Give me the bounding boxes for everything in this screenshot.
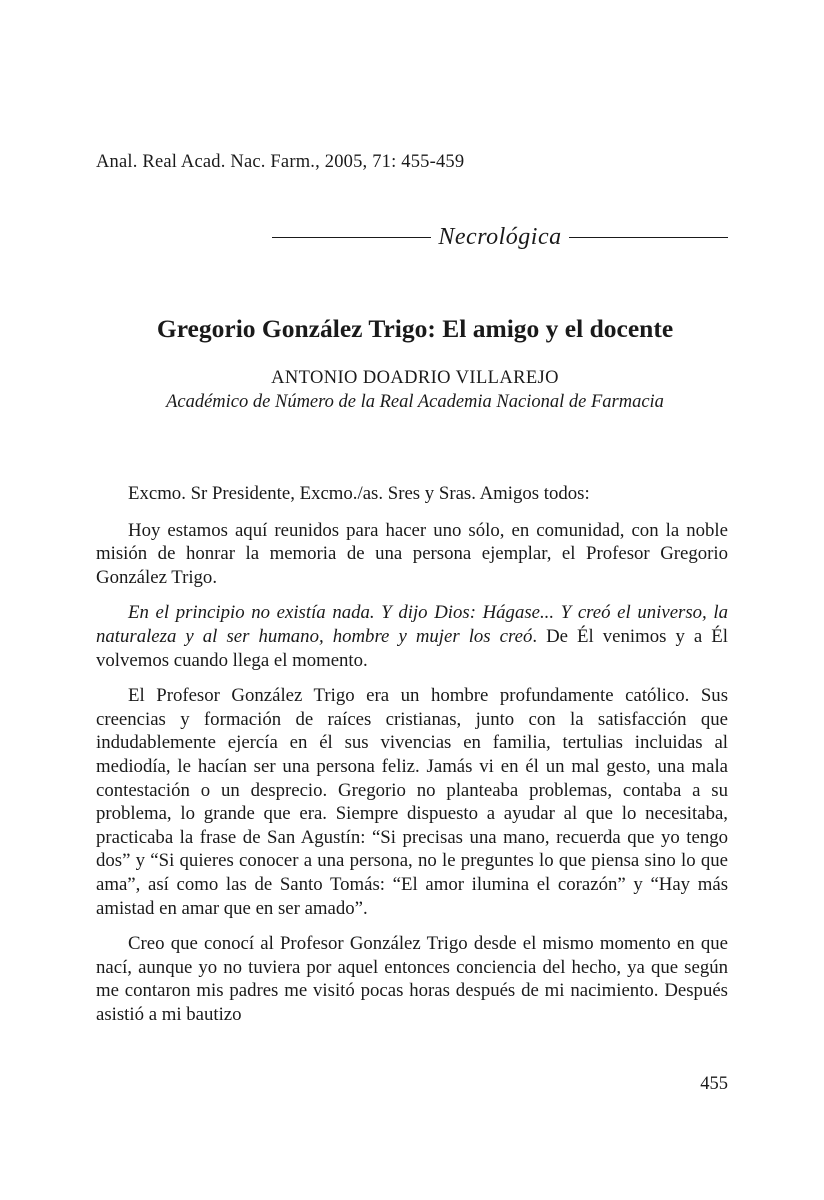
section-rule-left bbox=[272, 237, 431, 238]
section-heading bbox=[272, 224, 728, 251]
article-body bbox=[96, 482, 728, 1026]
journal-reference: Anal. Real Acad. Nac. Farm., 2005, 71: 455-459 bbox=[96, 152, 465, 172]
article-author: ANTONIO DOADRIO VILLAREJO bbox=[271, 368, 559, 388]
section-rule-right bbox=[569, 237, 728, 238]
page-number: 455 bbox=[700, 1074, 728, 1094]
salutation-paragraph: Excmo. Sr Presidente, Excmo./as. Sres y Sras. Amigos todos: bbox=[128, 483, 590, 504]
body-paragraph-rest: . De Él venimos y a Él volvemos cuando llega el momento. bbox=[96, 625, 728, 671]
author-affiliation: Académico de Número de la Real Academia Nacional de Farmacia bbox=[166, 392, 664, 412]
body-paragraph: Creo que conocí al Profesor González Trigo desde el mismo momento en que nací, aunque yo no tuviera por aquel entonces conciencia del hecho, ya que según me contaron mis padres me visitó pocas horas después de mi nacimiento. Después asistió a mi bautizo bbox=[96, 933, 728, 1025]
section-label: Necrológica bbox=[438, 224, 562, 250]
article-title: Gregorio González Trigo: El amigo y el docente bbox=[156, 314, 674, 343]
body-paragraph: Hoy estamos aquí reunidos para hacer uno sólo, en comunidad, con la noble misión de honrar la memoria de una persona ejemplar, el Profesor Gregorio González Trigo. bbox=[96, 519, 728, 588]
body-paragraph bbox=[96, 601, 728, 672]
body-paragraph: El Profesor González Trigo era un hombre profundamente católico. Sus creencias y formación de raíces cristianas, junto con la satisfacción que indudablemente ejercía en él sus vivencias en familia, tertulias incluidas al mediodía, le hacían ser una persona feliz. Jamás vi en él un mal gesto, una mala contestación o un desprecio. Gregorio no planteaba problemas, contaba a su problema, lo grande que era. Siempre dispuesto a ayudar al que lo necesitaba, practicaba la frase de San Agustín: “Si precisas una mano, recuerda que yo tengo dos” y “Si quieres conocer a una persona, no le preguntes lo que piensa sino lo que ama”, así como las de Santo Tomás: “El amor ilumina el corazón” y “Hay más amistad en amar que en ser amado”. bbox=[96, 685, 728, 919]
biblical-quote: En el principio no existía nada. Y dijo Dios: Hágase... Y creó el universo, la naturaleza y al ser humano, hombre y mujer los creó bbox=[96, 602, 728, 647]
